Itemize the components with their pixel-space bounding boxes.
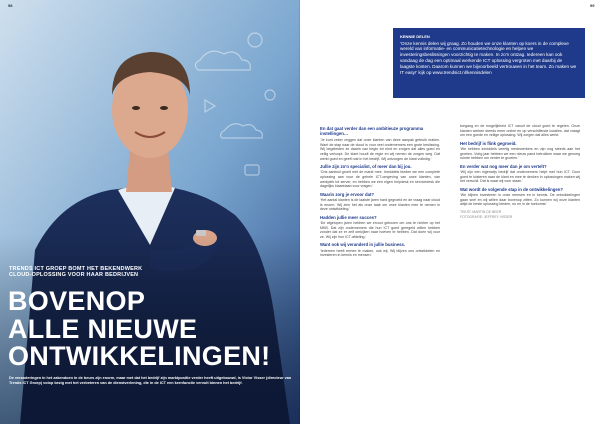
headline-line-1: BOVENOP	[8, 286, 146, 316]
quote-author: KENNIE DELEN	[400, 34, 430, 39]
answer-paragraph: ‘Ons aanbod groeit met de markt mee. Inmiddels bieden we een complete oplossing aan voor de gehele ICT-omgeving van onze klanten, van werkplek tot server, en hebben we een eigen helpdesk en servicedesk die dagelijks klaarstaan voor vragen.’	[320, 170, 440, 189]
answer-paragraph: ‘De afgelopen jaren hebben we ervoor gekozen om ons te richten op het MKB. Dat zijn ondernemers die hun ICT goed geregeld willen hebben zonder dat ze er zelf omkijken naar hoeven te hebben. Dat doen wij voor ze. Wij zijn hun ICT-afdeling.’	[320, 220, 440, 240]
question-heading: Jullie zijn zo'n specialist, of meer dan bij jou.	[320, 163, 412, 169]
question-heading: Waarin zorg je ervoor dat?	[320, 191, 375, 197]
question-heading: Wat wordt de volgende stap in de ontwikkelingen?	[460, 186, 563, 192]
credits	[460, 210, 580, 219]
answer-paragraph: ‘Je kunt zeker zeggen dat onze klanten van deze aanpak gebruik maken. Want de stap naar de cloud is voor veel ondernemers een grote beslissing. Wij begeleiden ze daarin van begin tot eind en zorgen dat alles goed en veilig verloopt. De klant houdt de regie en wij nemen de zorgen weg. Dat werkt goed en geeft rust in het bedrijf. Wij ontzorgen de klant volledig.’	[320, 137, 440, 161]
question-heading: En dat gaat verder dan een ambitieuze programma instellingen…	[320, 126, 424, 137]
headline	[8, 288, 298, 371]
question-heading: Want ook wij veranderd in jullie business.	[320, 242, 406, 248]
answer-paragraph: ‘Wij zijn een eigenwijs bedrijf dat ondernemers helpt met hun ICT. Door goed te luisteren naar de klant en mee te denken in oplossingen maken wij het verschil. Dat is waar wij voor staan.’	[460, 170, 580, 184]
credit-photo: FOTOGRAFIE: JEFFREY VISSER	[460, 214, 513, 219]
quote-text: ‘Onze kennis delen wij graag. Zo houden we onze klanten op koers in de complexe wereld van informatie- en communicatietechnologie en helpen we investeringsbeslissingen voorzichtig te maken. In zo'n ontzag. Iedereen kan ook vandaag de dag een optimaal werkende ICT oplossing vergroten met daarbij de laagste kosten. Daarom kunnen we bijvoorbeeld vertrouwen in het team. Zo maken we IT easy!’ kijk op www.trendsict.nl/kennisdelen	[400, 40, 577, 76]
right-page	[300, 0, 600, 424]
credit-text: TEKST: MARTIN DE BEER	[460, 210, 502, 215]
answer-paragraph: ‘Iedereen heeft ermee te maken, ook wij. Wij blijven ons ontwikkelen en investeren in kennis en mensen.’	[320, 248, 440, 258]
kicker-line-2: CLOUD-OPLOSSING VOOR HAAR BEDRIJVEN	[9, 272, 139, 279]
quote-box	[393, 28, 585, 98]
headline-line-2: ALLE NIEUWE	[8, 313, 198, 344]
text-column-2	[460, 124, 580, 420]
question-heading: En verder wat nog meer dan je om vertelt?	[460, 163, 547, 169]
question-heading: Hadden jullie meer succes?	[320, 214, 377, 220]
answer-paragraph: ‘We blijven investeren in onze mensen en in kennis. De ontwikkelingen gaan snel en wij willen daar bovenop zitten. Zo kunnen wij onze klanten altijd de beste oplossing bieden, nu en in de toekomst.’	[460, 193, 580, 207]
answer-paragraph: ‘We hebben inmiddels veertig medewerkers en zijn nog steeds aan het groeien. Vorig jaar hebben we een nieuw pand betrokken waar we genoeg ruimte hebben om verder te groeien.’	[460, 147, 580, 161]
headline-line-3: ONTWIKKELINGEN!	[8, 341, 271, 371]
question-heading: Het bedrijf is flink gegroeid.	[460, 140, 517, 146]
kicker	[9, 266, 149, 279]
text-column-1	[320, 124, 440, 420]
page-number-right: 99	[590, 3, 595, 8]
answer-paragraph: ‘Het aantal klanten is de laatste jaren hard gegroeid en de vraag naar cloud is enorm. Wij zien het als onze taak om onze klanten mee te nemen in deze ontwikkeling.’	[320, 197, 440, 212]
page-number-left: 98	[8, 3, 13, 8]
kicker-line-1: TRENDS ICT GROEP BOMT HET BEKENDWERK	[9, 266, 143, 272]
intro-paragraph: De veranderingen in het zakendoen in de beurs zijn enorm, maar met dat het bedrijf zijn marktpositie verder heeft uitgebouwd, is Victor Visser (directeur van Trends ICT Groep) volop bezig met het verbeteren van de dienstverlening, die in de ICT een kernfunctie vervult binnen het bedrijf.	[9, 376, 292, 385]
answer-paragraph: toegang en de mogelijkheid ICT vanuit de cloud goed te regelen. Onze klanten werken steeds meer online en op verschillende locaties, dat vraagt om een goede en veilige oplossing. Wij zorgen dat alles werkt.	[460, 124, 580, 138]
